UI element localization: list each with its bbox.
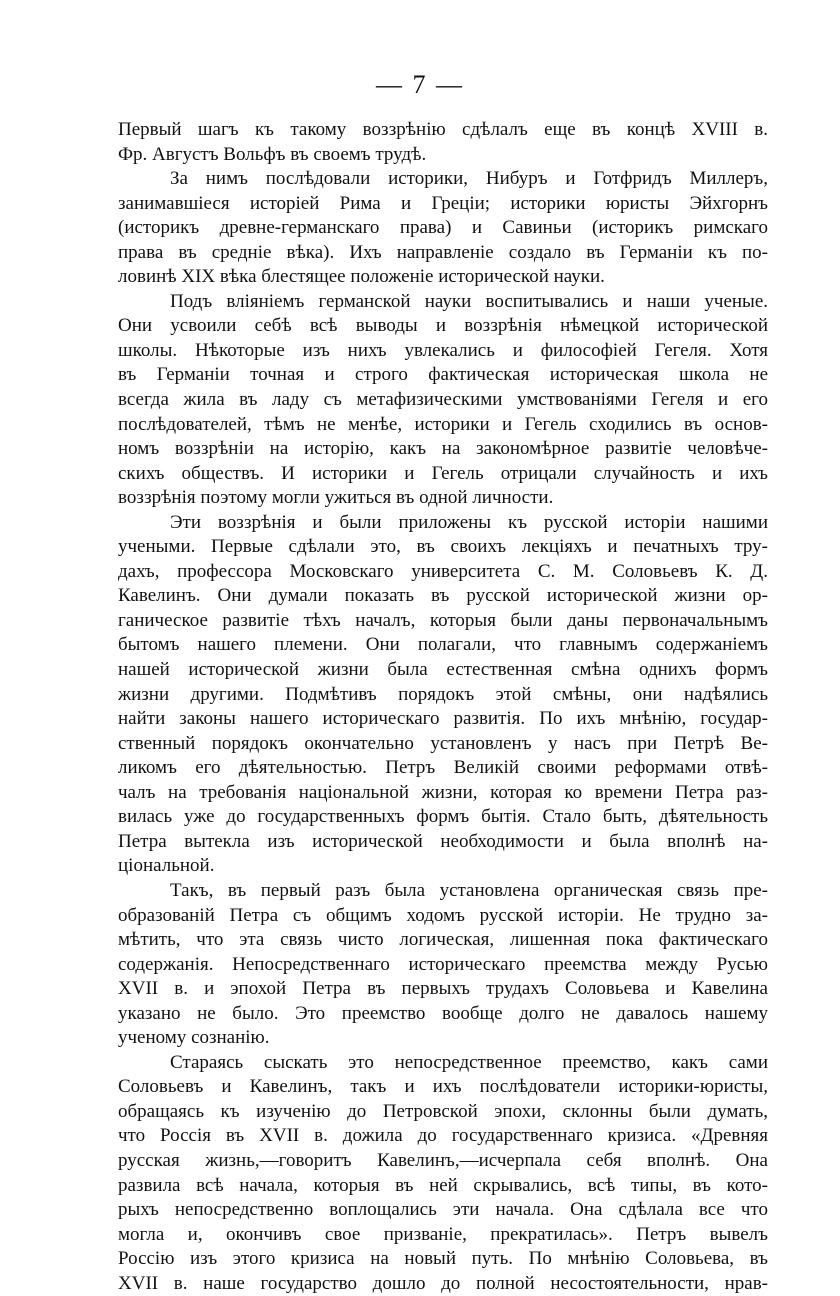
text-line: содержанія. Непосредственнаго историческаго преемства между Русью [118,953,768,975]
paragraph [118,1051,768,1296]
text-line: всегда жила въ ладу съ метафизическими умствованіями Гегеля и его [118,389,768,411]
text-line: жизни другими. Подмѣтивъ порядокъ этой смѣны, они надѣялись [118,683,768,705]
text-line: русская жизнь,—говоритъ Кавелинъ,—исчерпала себя вполнѣ. Она [118,1149,768,1171]
paragraph [118,290,768,511]
text-line: въ Германіи точная и строго фактическая историческая школа не [118,364,768,386]
paragraph [118,118,768,167]
text-line: За нимъ послѣдовали историки, Нибуръ и Готфридъ Миллеръ, [170,168,768,190]
text-line: Такъ, въ первый разъ была установлена органическая связь пре- [170,879,768,901]
text-line: Подъ вліяніемъ германской науки воспитывались и наши ученые. [170,290,768,312]
text-line: Петра вытекла изъ исторической необходимости и была вполнѣ на- [118,830,768,852]
text-line: Кавелинъ. Они думали показать въ русской исторической жизни ор- [118,585,768,607]
text-line: номъ воззрѣніи на исторію, какъ на закономѣрное развитіе человѣче- [118,438,768,460]
paragraph [118,879,768,1051]
text-line: мѣтить, что эта связь чисто логическая, лишенная пока фактическаго [118,929,768,951]
text-line: ственный порядокъ окончательно установленъ у насъ при Петрѣ Ве- [118,732,768,754]
text-line: вилась уже до государственныхъ формъ бытія. Стало быть, дѣятельность [118,806,768,828]
text-line: XVII в. наше государство дошло до полной несостоятельности, нрав- [118,1272,768,1294]
text-line: что Россія въ XVII в. дожила до государственнаго кризиса. «Древняя [118,1125,768,1147]
text-line: развила всѣ начала, которыя въ ней скрывались, всѣ типы, въ кото- [118,1174,768,1196]
text-line: ликомъ его дѣятельностью. Петръ Великій своими реформами отвѣ- [118,757,768,779]
text-line: чалъ на требованія національной жизни, которая ко времени Петра раз- [118,781,768,803]
text-line: Соловьевъ и Кавелинъ, такъ и ихъ послѣдователи историки-юристы, [118,1076,768,1098]
text-line: найти законы нашего историческаго развитія. По ихъ мнѣнію, государ- [118,708,768,730]
text-line: ловинѣ XIX вѣка блестящее положеніе исторической науки. [118,266,605,288]
text-line: бытомъ нашего племени. Они полагали, что главнымъ содержаніемъ [118,634,768,656]
body-text [118,118,768,1296]
text-line: Эти воззрѣнія и были приложены къ русской исторіи нашими [170,511,768,533]
text-line: ціональной. [118,855,215,877]
text-line: школы. Нѣкоторые изъ нихъ увлекались и философіей Гегеля. Хотя [118,339,768,361]
text-line: воззрѣнія поэтому могли ужиться въ одной личности. [118,487,554,509]
text-line: указано не было. Это преемство вообще долго не давалось нашему [118,1002,768,1024]
text-line: учеными. Первые сдѣлали это, въ своихъ лекціяхъ и печатныхъ тру- [118,536,768,558]
text-line: права въ средніе вѣка). Ихъ направленіе создало въ Германіи къ по- [118,241,768,263]
text-line: Стараясь сыскать это непосредственное преемство, какъ сами [170,1051,768,1073]
paragraph [118,511,768,879]
text-line: занимавшіеся исторіей Рима и Греціи; историки юристы Эйхгорнъ [118,192,768,214]
text-line: могла и, окончивъ свое призваніе, прекратилась». Петръ вывелъ [118,1223,768,1245]
paragraph [118,167,768,290]
text-line: ученому сознанію. [118,1027,270,1049]
text-line: образованій Петра съ общимъ ходомъ русской исторіи. Не трудно за- [118,904,768,926]
text-line: нашей исторической жизни была естественная смѣна однихъ формъ [118,659,768,681]
text-line: обращаясь къ изученію до Петровской эпохи, склонны были думать, [118,1100,768,1122]
text-line: Фр. Августъ Вольфъ въ своемъ трудѣ. [118,143,427,165]
text-line: ганическое развитіе тѣхъ началъ, которыя были даны первоначальнымъ [118,609,768,631]
text-line: рыхъ непосредственно воплощались эти начала. Она сдѣлала все что [118,1199,768,1221]
text-line: (историкъ древне-германскаго права) и Савиньи (историкъ римскаго [118,217,768,239]
text-line: скихъ обществъ. И историки и Гегель отрицали случайность и ихъ [118,462,768,484]
page-number: — 7 — [376,70,464,99]
text-line: послѣдователей, тѣмъ не менѣе, историки и Гегель сходились въ основ- [118,413,768,435]
text-line: Они усвоили себѣ всѣ выводы и воззрѣнія нѣмецкой исторической [118,315,768,337]
text-line: дахъ, профессора Московскаго университета С. М. Соловьевъ К. Д. [118,560,768,582]
text-line: Россію изъ этого кризиса на новый путь. По мнѣнію Соловьева, въ [118,1248,768,1270]
text-line: XVII в. и эпохой Петра въ первыхъ трудахъ Соловьева и Кавелина [118,978,768,1000]
text-line: Первый шагъ къ такому воззрѣнію сдѣлалъ еще въ концѣ XVIII в. [118,119,768,140]
